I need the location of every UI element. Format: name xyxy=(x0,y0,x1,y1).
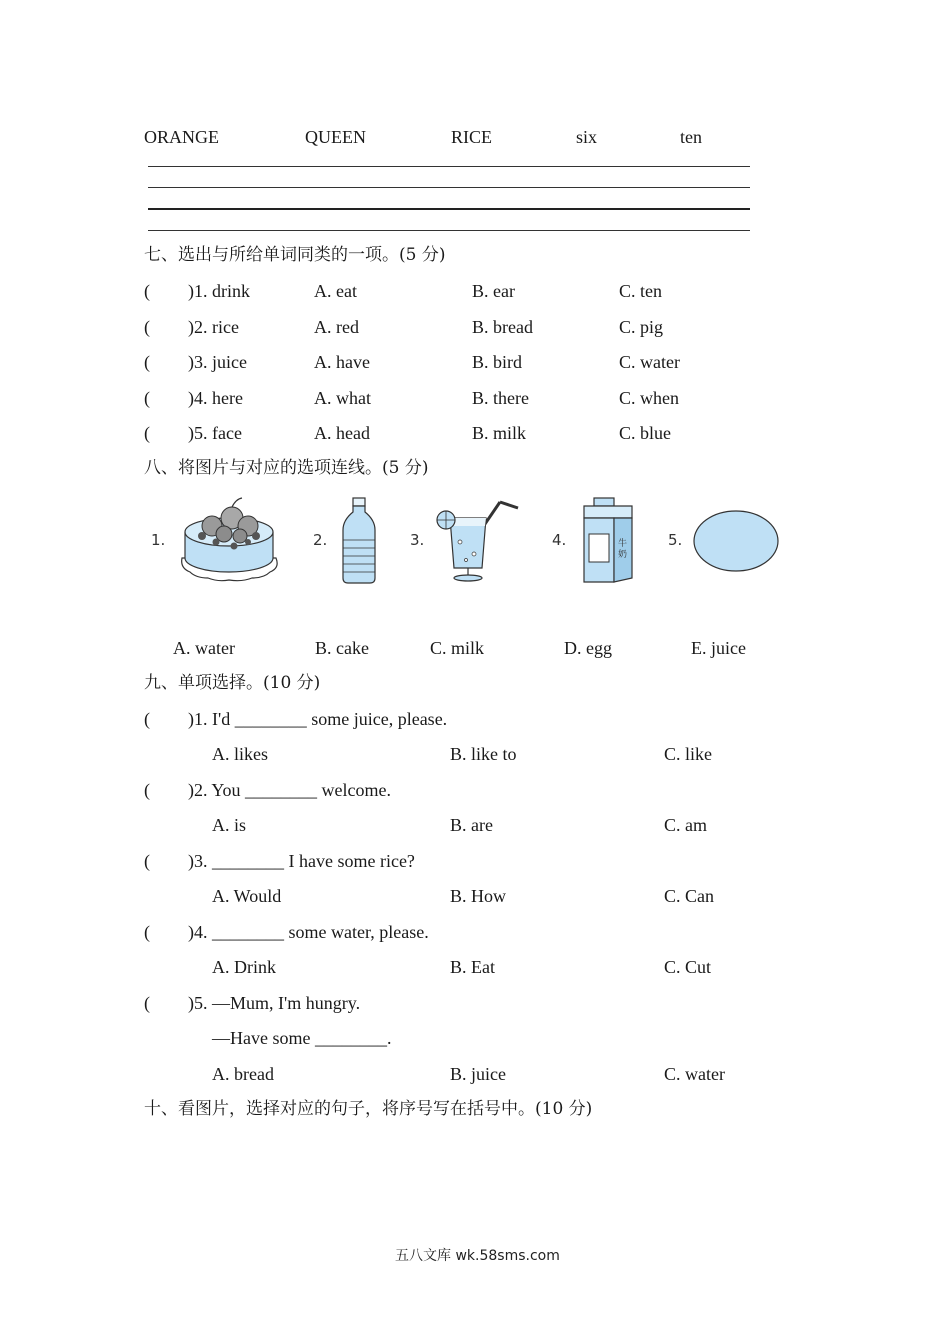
option-a: A. have xyxy=(314,352,370,372)
question-text: )4. ________ some water, please. xyxy=(188,922,429,942)
word-ten: ten xyxy=(680,127,702,147)
picture-number-3: 3. xyxy=(410,531,425,549)
option-c: C. water xyxy=(619,352,680,372)
option-a: A. likes xyxy=(212,744,268,764)
option-c: C. water xyxy=(664,1064,725,1084)
match-option-a[interactable]: A. water xyxy=(173,638,235,658)
option-a: A. bread xyxy=(212,1064,274,1084)
option-a: A. is xyxy=(212,815,247,835)
picture-number-4: 4. xyxy=(552,531,567,549)
option-b: B. ear xyxy=(472,281,515,301)
question-text-line2: —Have some ________. xyxy=(212,1028,392,1048)
option-b: B. are xyxy=(450,815,493,835)
word-six: six xyxy=(576,127,598,147)
option-b: B. Eat xyxy=(450,957,495,977)
question-word: )3. juice xyxy=(188,352,247,372)
answer-paren[interactable]: ( xyxy=(144,352,150,372)
match-option-d[interactable]: D. egg xyxy=(564,638,612,658)
footer-watermark: 五八文库 wk.58sms.com xyxy=(395,1248,560,1264)
cake-icon[interactable] xyxy=(176,496,282,586)
option-a: A. what xyxy=(314,388,371,408)
answer-paren[interactable]: ( xyxy=(144,709,150,729)
option-b: B. there xyxy=(472,388,529,408)
option-c: C. Cut xyxy=(664,957,712,977)
answer-paren[interactable]: ( xyxy=(144,423,150,443)
option-c: C. Can xyxy=(664,886,715,906)
question-word: )4. here xyxy=(188,388,243,408)
answer-paren[interactable]: ( xyxy=(144,780,150,800)
writing-line xyxy=(148,166,750,167)
option-c: C. ten xyxy=(619,281,662,301)
question-word: )5. face xyxy=(188,423,242,443)
option-b: B. bird xyxy=(472,352,523,372)
option-a: A. head xyxy=(314,423,370,443)
match-option-e[interactable]: E. juice xyxy=(691,638,746,658)
word-queen: QUEEN xyxy=(305,127,366,147)
option-a: A. Would xyxy=(212,886,282,906)
question-text: )2. You ________ welcome. xyxy=(188,780,391,800)
question-text: )1. I'd ________ some juice, please. xyxy=(188,709,448,729)
answer-paren[interactable]: ( xyxy=(144,922,150,942)
option-c: C. am xyxy=(664,815,707,835)
option-c: C. pig xyxy=(619,317,664,337)
egg-icon[interactable] xyxy=(690,506,782,576)
water-bottle-icon[interactable] xyxy=(338,496,380,586)
picture-number-2: 2. xyxy=(313,531,328,549)
match-option-b[interactable]: B. cake xyxy=(315,638,369,658)
question-text: )3. ________ I have some rice? xyxy=(188,851,415,871)
answer-paren[interactable]: ( xyxy=(144,281,150,301)
carton-text: 奶 xyxy=(618,550,628,560)
option-b: B. like to xyxy=(450,744,517,764)
option-b: B. milk xyxy=(472,423,527,443)
option-b: B. juice xyxy=(450,1064,506,1084)
option-a: A. eat xyxy=(314,281,357,301)
picture-number-5: 5. xyxy=(668,531,683,549)
section8-title: 八、将图片与对应的选项连线。(5 分) xyxy=(144,458,429,478)
question-word: )2. rice xyxy=(188,317,239,337)
writing-line xyxy=(148,208,750,210)
match-option-c[interactable]: C. milk xyxy=(430,638,485,658)
writing-line xyxy=(148,230,750,231)
option-c: C. like xyxy=(664,744,712,764)
answer-paren[interactable]: ( xyxy=(144,317,150,337)
word-rice: RICE xyxy=(451,127,493,147)
word-orange: ORANGE xyxy=(144,127,219,147)
option-a: A. red xyxy=(314,317,359,337)
question-word: )1. drink xyxy=(188,281,250,301)
section9-title: 九、单项选择。(10 分) xyxy=(144,673,321,693)
option-c: C. blue xyxy=(619,423,671,443)
picture-number-1: 1. xyxy=(151,531,166,549)
option-b: B. How xyxy=(450,886,507,906)
option-a: A. Drink xyxy=(212,957,276,977)
milk-carton-icon[interactable] xyxy=(576,494,638,586)
juice-glass-icon[interactable] xyxy=(430,496,522,586)
answer-paren[interactable]: ( xyxy=(144,388,150,408)
carton-text: 牛 xyxy=(618,539,628,549)
option-c: C. when xyxy=(619,388,679,408)
section7-title: 七、选出与所给单词同类的一项。(5 分) xyxy=(144,245,446,265)
option-b: B. bread xyxy=(472,317,533,337)
answer-paren[interactable]: ( xyxy=(144,851,150,871)
writing-line xyxy=(148,187,750,188)
answer-paren[interactable]: ( xyxy=(144,993,150,1013)
question-text: )5. —Mum, I'm hungry. xyxy=(188,993,361,1013)
section10-title: 十、看图片，选择对应的句子，将序号写在括号中。(10 分) xyxy=(144,1099,593,1119)
